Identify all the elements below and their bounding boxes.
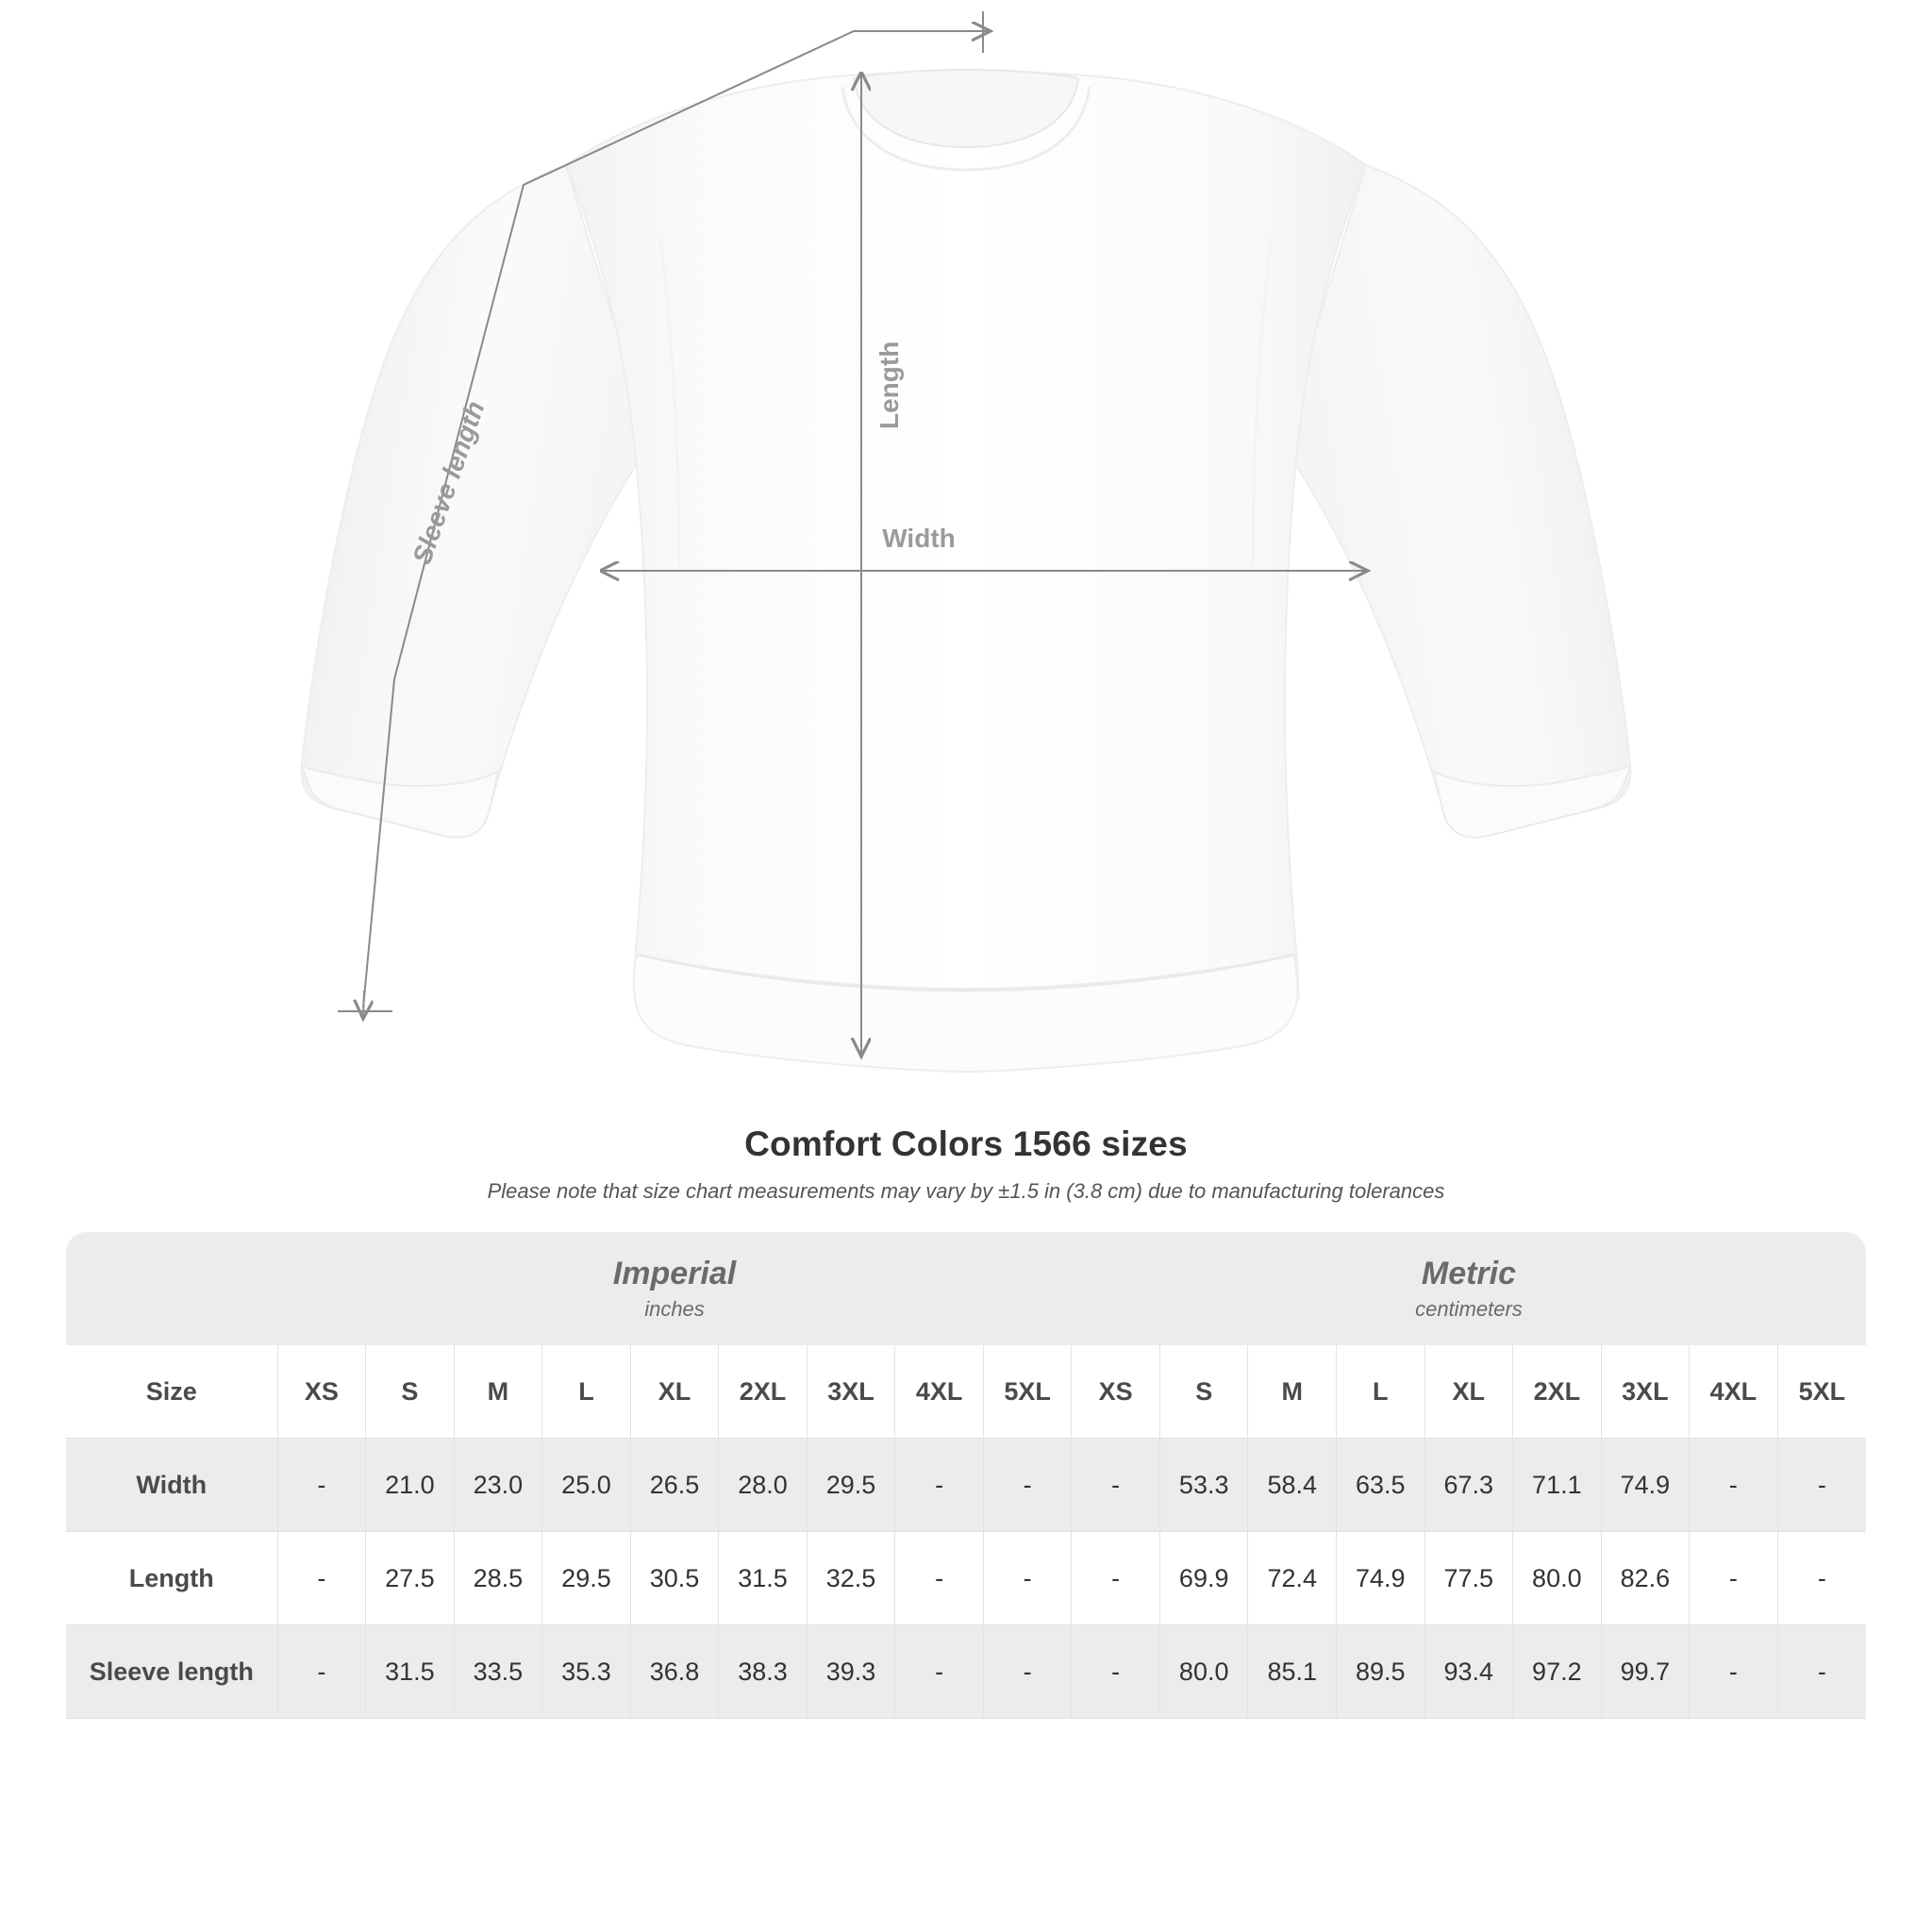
cell-length-16: - xyxy=(1690,1532,1778,1625)
cell-width-16: - xyxy=(1690,1439,1778,1532)
size-col-4: XL xyxy=(630,1345,719,1439)
cell-width-11: 58.4 xyxy=(1248,1439,1337,1532)
cell-width-15: 74.9 xyxy=(1601,1439,1690,1532)
row-label-width: Width xyxy=(66,1439,277,1532)
cell-sleeve-16: - xyxy=(1690,1625,1778,1719)
title-block xyxy=(0,1124,1932,1204)
cell-length-8: - xyxy=(983,1532,1072,1625)
size-col-13: XL xyxy=(1424,1345,1513,1439)
size-label-cell: Size xyxy=(66,1345,277,1439)
size-col-9: XS xyxy=(1072,1345,1160,1439)
cell-sleeve-14: 97.2 xyxy=(1513,1625,1602,1719)
size-col-3: L xyxy=(542,1345,631,1439)
chart-note: Please note that size chart measurements may vary by ±1.5 in (3.8 cm) due to manufacturing tolerances xyxy=(487,1179,1445,1203)
chart-title: Comfort Colors 1566 sizes xyxy=(744,1124,1188,1163)
size-table xyxy=(66,1232,1866,1719)
cell-length-14: 80.0 xyxy=(1513,1532,1602,1625)
cell-sleeve-12: 89.5 xyxy=(1337,1625,1425,1719)
cell-sleeve-10: 80.0 xyxy=(1159,1625,1248,1719)
cell-width-8: - xyxy=(983,1439,1072,1532)
size-col-8: 5XL xyxy=(983,1345,1072,1439)
length-label: Length xyxy=(874,341,904,429)
cell-width-9: - xyxy=(1072,1439,1160,1532)
size-col-5: 2XL xyxy=(719,1345,808,1439)
cell-width-6: 29.5 xyxy=(807,1439,895,1532)
cell-sleeve-15: 99.7 xyxy=(1601,1625,1690,1719)
size-col-17: 5XL xyxy=(1777,1345,1866,1439)
size-col-0: XS xyxy=(277,1345,366,1439)
cell-length-15: 82.6 xyxy=(1601,1532,1690,1625)
unit-sub-metric: centimeters xyxy=(1415,1296,1523,1321)
corner-cell xyxy=(66,1232,277,1345)
size-col-14: 2XL xyxy=(1513,1345,1602,1439)
cell-sleeve-17: - xyxy=(1777,1625,1866,1719)
cell-length-1: 27.5 xyxy=(366,1532,455,1625)
cell-length-7: - xyxy=(895,1532,984,1625)
table-row xyxy=(66,1439,1866,1532)
size-col-2: M xyxy=(454,1345,542,1439)
cell-width-1: 21.0 xyxy=(366,1439,455,1532)
cell-length-0: - xyxy=(277,1532,366,1625)
cell-sleeve-9: - xyxy=(1072,1625,1160,1719)
size-col-6: 3XL xyxy=(807,1345,895,1439)
cell-sleeve-4: 36.8 xyxy=(630,1625,719,1719)
unit-header-metric xyxy=(1072,1232,1866,1345)
row-label-sleeve-length: Sleeve length xyxy=(66,1625,277,1719)
width-label: Width xyxy=(882,524,956,553)
cell-width-14: 71.1 xyxy=(1513,1439,1602,1532)
size-table-wrap xyxy=(66,1232,1866,1719)
cell-length-12: 74.9 xyxy=(1337,1532,1425,1625)
cell-length-13: 77.5 xyxy=(1424,1532,1513,1625)
cell-width-13: 67.3 xyxy=(1424,1439,1513,1532)
cell-width-3: 25.0 xyxy=(542,1439,631,1532)
size-col-1: S xyxy=(366,1345,455,1439)
sleeve-length-label: Sleeve length xyxy=(407,397,491,568)
unit-header-row xyxy=(66,1232,1866,1345)
cell-width-10: 53.3 xyxy=(1159,1439,1248,1532)
cell-width-5: 28.0 xyxy=(719,1439,808,1532)
unit-name-imperial: Imperial xyxy=(612,1256,737,1292)
cell-sleeve-2: 33.5 xyxy=(454,1625,542,1719)
size-col-15: 3XL xyxy=(1601,1345,1690,1439)
row-label-length: Length xyxy=(66,1532,277,1625)
cell-length-11: 72.4 xyxy=(1248,1532,1337,1625)
cell-width-7: - xyxy=(895,1439,984,1532)
size-col-16: 4XL xyxy=(1690,1345,1778,1439)
size-col-11: M xyxy=(1248,1345,1337,1439)
cell-length-6: 32.5 xyxy=(807,1532,895,1625)
cell-length-4: 30.5 xyxy=(630,1532,719,1625)
cell-sleeve-13: 93.4 xyxy=(1424,1625,1513,1719)
cell-width-0: - xyxy=(277,1439,366,1532)
unit-header-imperial xyxy=(277,1232,1072,1345)
cell-width-4: 26.5 xyxy=(630,1439,719,1532)
cell-sleeve-8: - xyxy=(983,1625,1072,1719)
table-row xyxy=(66,1625,1866,1719)
cell-sleeve-7: - xyxy=(895,1625,984,1719)
cell-sleeve-1: 31.5 xyxy=(366,1625,455,1719)
cell-length-9: - xyxy=(1072,1532,1160,1625)
cell-length-17: - xyxy=(1777,1532,1866,1625)
unit-sub-imperial: inches xyxy=(644,1296,705,1321)
size-header-row xyxy=(66,1345,1866,1439)
cell-sleeve-5: 38.3 xyxy=(719,1625,808,1719)
cell-sleeve-11: 85.1 xyxy=(1248,1625,1337,1719)
cell-width-12: 63.5 xyxy=(1337,1439,1425,1532)
size-col-10: S xyxy=(1159,1345,1248,1439)
cell-length-2: 28.5 xyxy=(454,1532,542,1625)
cell-sleeve-3: 35.3 xyxy=(542,1625,631,1719)
size-col-12: L xyxy=(1337,1345,1425,1439)
cell-width-17: - xyxy=(1777,1439,1866,1532)
size-col-7: 4XL xyxy=(895,1345,984,1439)
cell-length-10: 69.9 xyxy=(1159,1532,1248,1625)
cell-length-5: 31.5 xyxy=(719,1532,808,1625)
cell-length-3: 29.5 xyxy=(542,1532,631,1625)
unit-name-metric: Metric xyxy=(1421,1256,1517,1292)
cell-sleeve-6: 39.3 xyxy=(807,1625,895,1719)
table-row xyxy=(66,1532,1866,1625)
cell-sleeve-0: - xyxy=(277,1625,366,1719)
cell-width-2: 23.0 xyxy=(454,1439,542,1532)
